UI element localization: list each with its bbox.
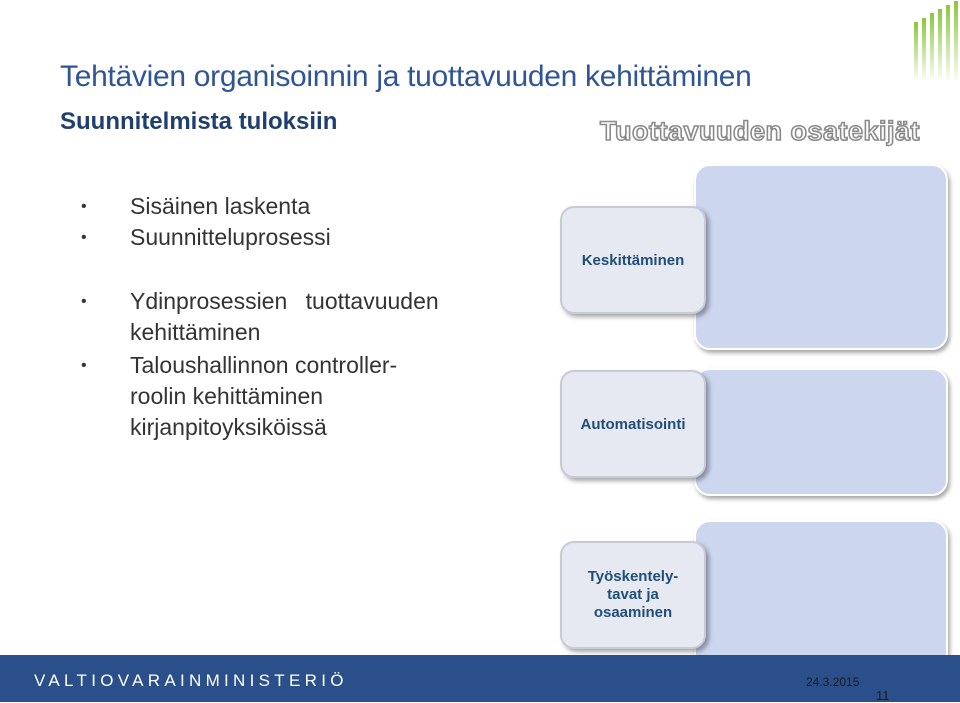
page-title: Tehtävien organisoinnin ja tuottavuuden kehittäminen <box>60 60 752 93</box>
factor-panel-1 <box>694 164 948 350</box>
decorative-bars-icon <box>912 0 960 80</box>
factor-panel-3 <box>694 520 948 670</box>
factor-card-tyoskentelytavat <box>560 541 706 649</box>
brand-heading: Tuottavuuden osatekijät <box>600 116 921 146</box>
page-number: 11 <box>876 688 890 703</box>
factor-label: Työskentely- tavat ja osaaminen <box>587 568 679 621</box>
page-subtitle: Suunnitelmista tuloksiin <box>60 108 338 135</box>
bullet-icon: • <box>81 357 87 374</box>
bullet-icon: • <box>81 293 87 310</box>
factor-panel-2 <box>694 368 948 496</box>
factor-card-automatisointi <box>560 370 706 478</box>
factor-card-keskittaminen <box>560 206 706 314</box>
factor-label: Automatisointi <box>580 416 686 433</box>
factor-label: Keskittäminen <box>581 252 685 269</box>
bullet-icon: • <box>81 229 87 246</box>
bullet-icon: • <box>81 198 87 215</box>
slide-date: 24.3.2015 <box>806 675 860 689</box>
organization-logo: VALTIOVARAINMINISTERIÖ <box>34 671 348 690</box>
